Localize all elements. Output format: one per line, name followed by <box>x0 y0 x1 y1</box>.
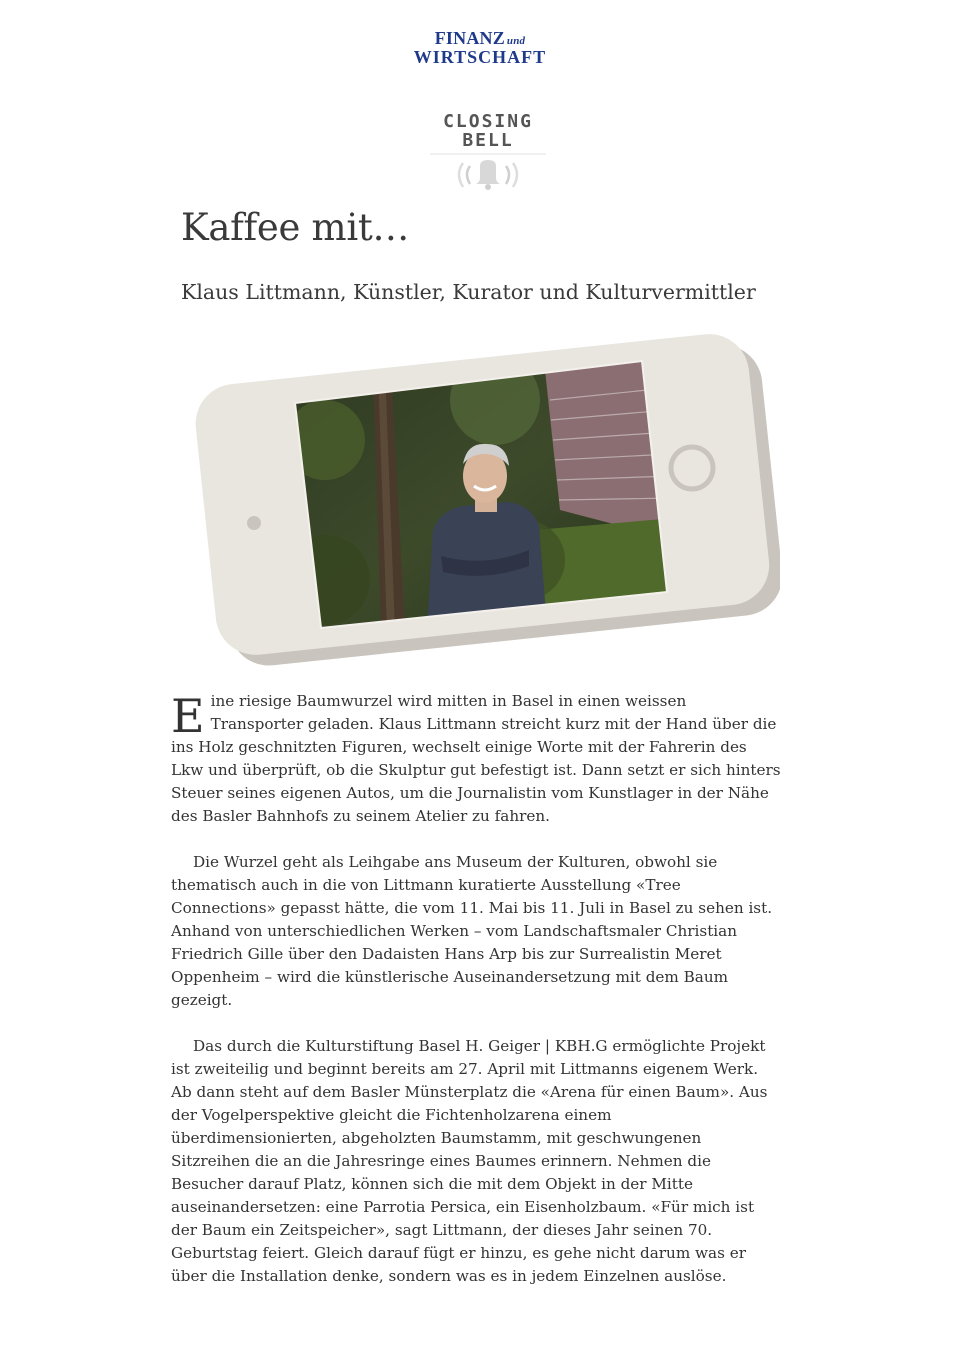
article-paragraph-2: Die Wurzel geht als Leihgabe ans Museum der Kulturen, obwohl sie thematisch auch in die von Littmann kuratierte Ausstellung «Tree Connections» gepasst hätte, die vom 11. Mai bis 11. Juli in Basel zu sehen ist. Anhand von unterschiedlichen Werken – vom Landschaftsmaler Christian Friedrich Gille über den Dadaisten Hans Arp bis zur Surrealistin Meret Oppenheim – wird die künstlerische Auseinandersetzung mit dem Baum gezeigt. <box>171 853 773 1009</box>
closing-bell-badge <box>430 112 546 196</box>
logo-line-finanz: FINANZ <box>434 28 505 48</box>
article-paragraph-1 <box>171 690 781 828</box>
article-paragraph-3: Das durch die Kulturstiftung Basel H. Geiger | KBH.G ermöglichte Projekt ist zweiteilig und beginnt bereits am 27. April mit Littmanns eigenem Werk. Ab dann steht auf dem Basler Münsterplatz die «Arena für einen Baum». Aus der Vogelperspektive gleicht die Fichtenholzarena einem überdimensionierten, abgeholzten Baumstamm, mit geschwungenen Sitzreihen die an die Jahresringe eines Baumes erinnern. Nehmen die Besucher darauf Platz, können sich die mit dem Objekt in der Mitte auseinandersetzen: eine Parrotia Persica, ein Eisenholzbaum. «Für mich ist der Baum ein Zeitspeicher», sagt Littmann, der dieses Jahr seinen 70. Geburtstag feiert. Gleich darauf fügt er hinzu, es gehe nicht darum was er über die Installation denke, sondern was es in jedem Einzelnen auslöse. <box>171 1037 768 1285</box>
bell-icon <box>430 152 546 196</box>
badge-line-bell: BELL <box>462 130 514 151</box>
article-body <box>171 690 781 1311</box>
camera-dot-icon <box>247 516 261 530</box>
publication-logo[interactable] <box>414 30 546 65</box>
masthead <box>0 30 960 67</box>
page-title: Kaffee mit… <box>181 206 410 249</box>
paragraph-1-text: ine riesige Baumwurzel wird mitten in Basel in einen weissen Transporter geladen. Klaus Littmann streicht kurz mit der Hand über die ins Holz geschnitzten Figuren, wechselt einige Worte mit der Fahrerin des Lkw und überprüft, ob die Skulptur gut befestigt ist. Dann setzt er sich hinters Steuer seines eigenen Autos, um die Journalistin vom Kunstlager in der Nähe des Basler Bahnhofs zu seinem Atelier zu fahren. <box>171 692 781 825</box>
logo-und: und <box>506 35 526 47</box>
drop-cap: E <box>171 689 205 743</box>
logo-line-wirtschaft: WIRTSCHAFT <box>413 47 547 67</box>
phone-graphic <box>195 330 780 670</box>
badge-line-closing: CLOSING <box>443 111 533 132</box>
phone-illustration <box>195 330 780 670</box>
page-subtitle: Klaus Littmann, Künstler, Kurator und Kulturvermittler <box>181 280 756 304</box>
